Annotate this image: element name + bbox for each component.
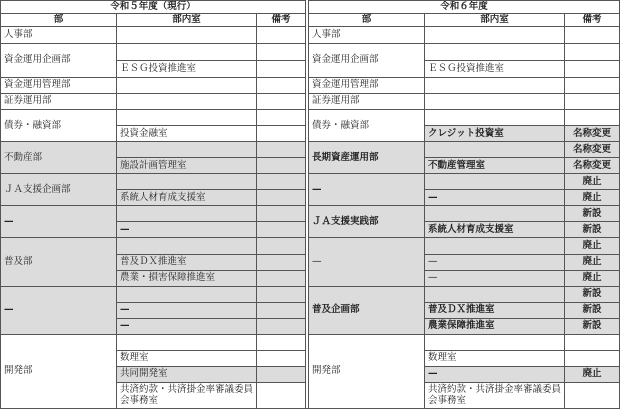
new-dept-dash-light: — (309, 238, 425, 286)
new-col-office: 部内室 (425, 14, 565, 27)
old-office-keito: 系統人材育成支援室 (117, 190, 257, 206)
old-note-empty (257, 302, 306, 318)
old-office-empty (117, 142, 257, 158)
old-office-empty (117, 44, 257, 61)
old-note-empty (257, 110, 306, 126)
new-office-nogyo-hosho: 農業保障推進室 (425, 318, 565, 334)
old-note-empty (257, 366, 306, 382)
old-office-dash: — (117, 302, 257, 318)
old-dept-dash: — (1, 286, 117, 334)
new-office-fudosan-kanri: 不動産管理室 (425, 158, 565, 174)
new-office-empty (425, 334, 565, 350)
new-office-empty (425, 238, 565, 254)
old-office-empty (117, 110, 257, 126)
old-note-empty (257, 94, 306, 110)
new-office-credit: クレジット投資室 (425, 126, 565, 142)
old-dept-shisan-kikaku: 資金運用企画部 (1, 44, 117, 78)
new-office-empty (425, 206, 565, 222)
old-note-empty (257, 78, 306, 94)
new-dept-choki: 長期資産運用部 (309, 142, 425, 174)
old-dept-shoken: 証券運用部 (1, 94, 117, 110)
old-dept-jinji: 人事部 (1, 27, 117, 44)
old-office-empty (117, 334, 257, 350)
new-office-empty (425, 286, 565, 302)
new-dept-shisan-kikaku: 資金運用企画部 (309, 44, 425, 78)
old-office-dash: — (117, 318, 257, 334)
new-note-keito: 新設 (565, 222, 620, 238)
old-office-dash: — (117, 222, 257, 238)
new-dept-saiken: 債券・融資部 (309, 110, 425, 142)
new-office-empty (425, 27, 565, 44)
old-col-note: 備考 (257, 14, 306, 27)
new-note-dash2: 廃止 (565, 190, 620, 206)
old-office-esg: ＥＳＧ投資推進室 (117, 61, 257, 78)
new-note-empty (565, 44, 620, 61)
new-office-empty (425, 142, 565, 158)
new-office-empty (425, 110, 565, 126)
new-office-fukyu-dx: 普及ＤＸ推進室 (425, 302, 565, 318)
new-office-suri: 数理室 (425, 350, 565, 366)
old-office-empty (117, 238, 257, 254)
old-dept-fudosan: 不動産部 (1, 142, 117, 174)
old-office-empty (117, 206, 257, 222)
old-col-dept: 部 (1, 14, 117, 27)
new-note-empty (565, 334, 620, 350)
new-dept-shisan-kanri: 資金運用管理部 (309, 78, 425, 94)
old-col-office: 部内室 (117, 14, 257, 27)
old-note-empty (257, 254, 306, 270)
old-office-empty (117, 27, 257, 44)
new-note-choki: 名称変更 (565, 142, 620, 158)
new-office-kyosai: 共済約款・共済掛金率審議委員会事務室 (425, 382, 565, 408)
old-office-nogyo-songai: 農業・損害保障推進室 (117, 270, 257, 286)
new-office-empty (425, 94, 565, 110)
old-note-empty (257, 190, 306, 206)
old-note-empty (257, 126, 306, 142)
old-note-empty (257, 318, 306, 334)
new-dept-kaihatsu: 開発部 (309, 334, 425, 408)
old-dept-saiken: 債券・融資部 (1, 110, 117, 142)
new-office-keito: 系統人材育成支援室 (425, 222, 565, 238)
new-note-fukyu-dx: 廃止 (565, 254, 620, 270)
new-note-empty (565, 61, 620, 78)
new-note-fudosan-kanri: 名称変更 (565, 158, 620, 174)
old-note-empty (257, 174, 306, 190)
old-dept-kaihatsu: 開発部 (1, 334, 117, 408)
old-office-toushi-yuushi: 投資金融室 (117, 126, 257, 142)
old-office-empty (117, 78, 257, 94)
new-office-dash: — (425, 366, 565, 382)
new-col-dept: 部 (309, 14, 425, 27)
old-note-empty (257, 350, 306, 366)
old-note-empty (257, 142, 306, 158)
new-note-fukyu-dx2: 新設 (565, 302, 620, 318)
new-col-note: 備考 (565, 14, 620, 27)
old-office-empty (117, 94, 257, 110)
new-note-empty (565, 94, 620, 110)
new-note-empty (565, 110, 620, 126)
new-note-empty (565, 350, 620, 366)
new-note-empty (565, 382, 620, 408)
old-note-empty (257, 382, 306, 408)
old-note-empty (257, 206, 306, 222)
new-note-empty (565, 27, 620, 44)
new-dept-fukyu-kikaku: 普及企画部 (309, 286, 425, 334)
old-note-empty (257, 222, 306, 238)
old-office-shisetsu: 施設計画管理室 (117, 158, 257, 174)
old-note-empty (257, 27, 306, 44)
old-dept-dash: — (1, 206, 117, 238)
old-note-empty (257, 334, 306, 350)
new-note-empty (565, 78, 620, 94)
old-office-fukyu-dx: 普及ＤＸ推進室 (117, 254, 257, 270)
new-office-empty (425, 174, 565, 190)
old-office-kyosai: 共済約款・共済掛金率審議委員会事務室 (117, 382, 257, 408)
new-dept-ja-jissen: ＪＡ支援実践部 (309, 206, 425, 238)
old-office-kyodo: 共同開発室 (117, 366, 257, 382)
new-office-empty (425, 44, 565, 61)
new-dept-shoken: 証券運用部 (309, 94, 425, 110)
new-note-credit: 名称変更 (565, 126, 620, 142)
new-note-nogyo-hosho: 新設 (565, 318, 620, 334)
old-office-empty (117, 174, 257, 190)
new-dept-jinji: 人事部 (309, 27, 425, 44)
old-note-empty (257, 238, 306, 254)
old-dept-ja-kikaku: ＪＡ支援企画部 (1, 174, 117, 206)
old-dept-fukyu: 普及部 (1, 238, 117, 286)
old-note-empty (257, 158, 306, 174)
old-note-empty (257, 286, 306, 302)
new-note-dash3: 廃止 (565, 238, 620, 254)
new-dept-dash: — (309, 174, 425, 206)
old-note-empty (257, 61, 306, 78)
new-office-dash-light: — (425, 254, 565, 270)
old-office-empty (117, 286, 257, 302)
old-year-header: 令和５年度（現行） (1, 1, 306, 14)
new-note-fukyu-kikaku: 新設 (565, 286, 620, 302)
new-office-dash: — (425, 190, 565, 206)
old-note-empty (257, 44, 306, 61)
new-note-kyodo: 廃止 (565, 366, 620, 382)
new-office-esg: ＥＳＧ投資推進室 (425, 61, 565, 78)
new-note-dash1: 廃止 (565, 174, 620, 190)
old-dept-shisan-kanri: 資金運用管理部 (1, 78, 117, 94)
new-year-header: 令和６年度 (309, 1, 620, 14)
old-office-suri: 数理室 (117, 350, 257, 366)
old-note-empty (257, 270, 306, 286)
new-office-empty (425, 78, 565, 94)
new-note-ja-jissen: 新設 (565, 206, 620, 222)
new-note-nogyo: 廃止 (565, 270, 620, 286)
new-office-dash-light: — (425, 270, 565, 286)
